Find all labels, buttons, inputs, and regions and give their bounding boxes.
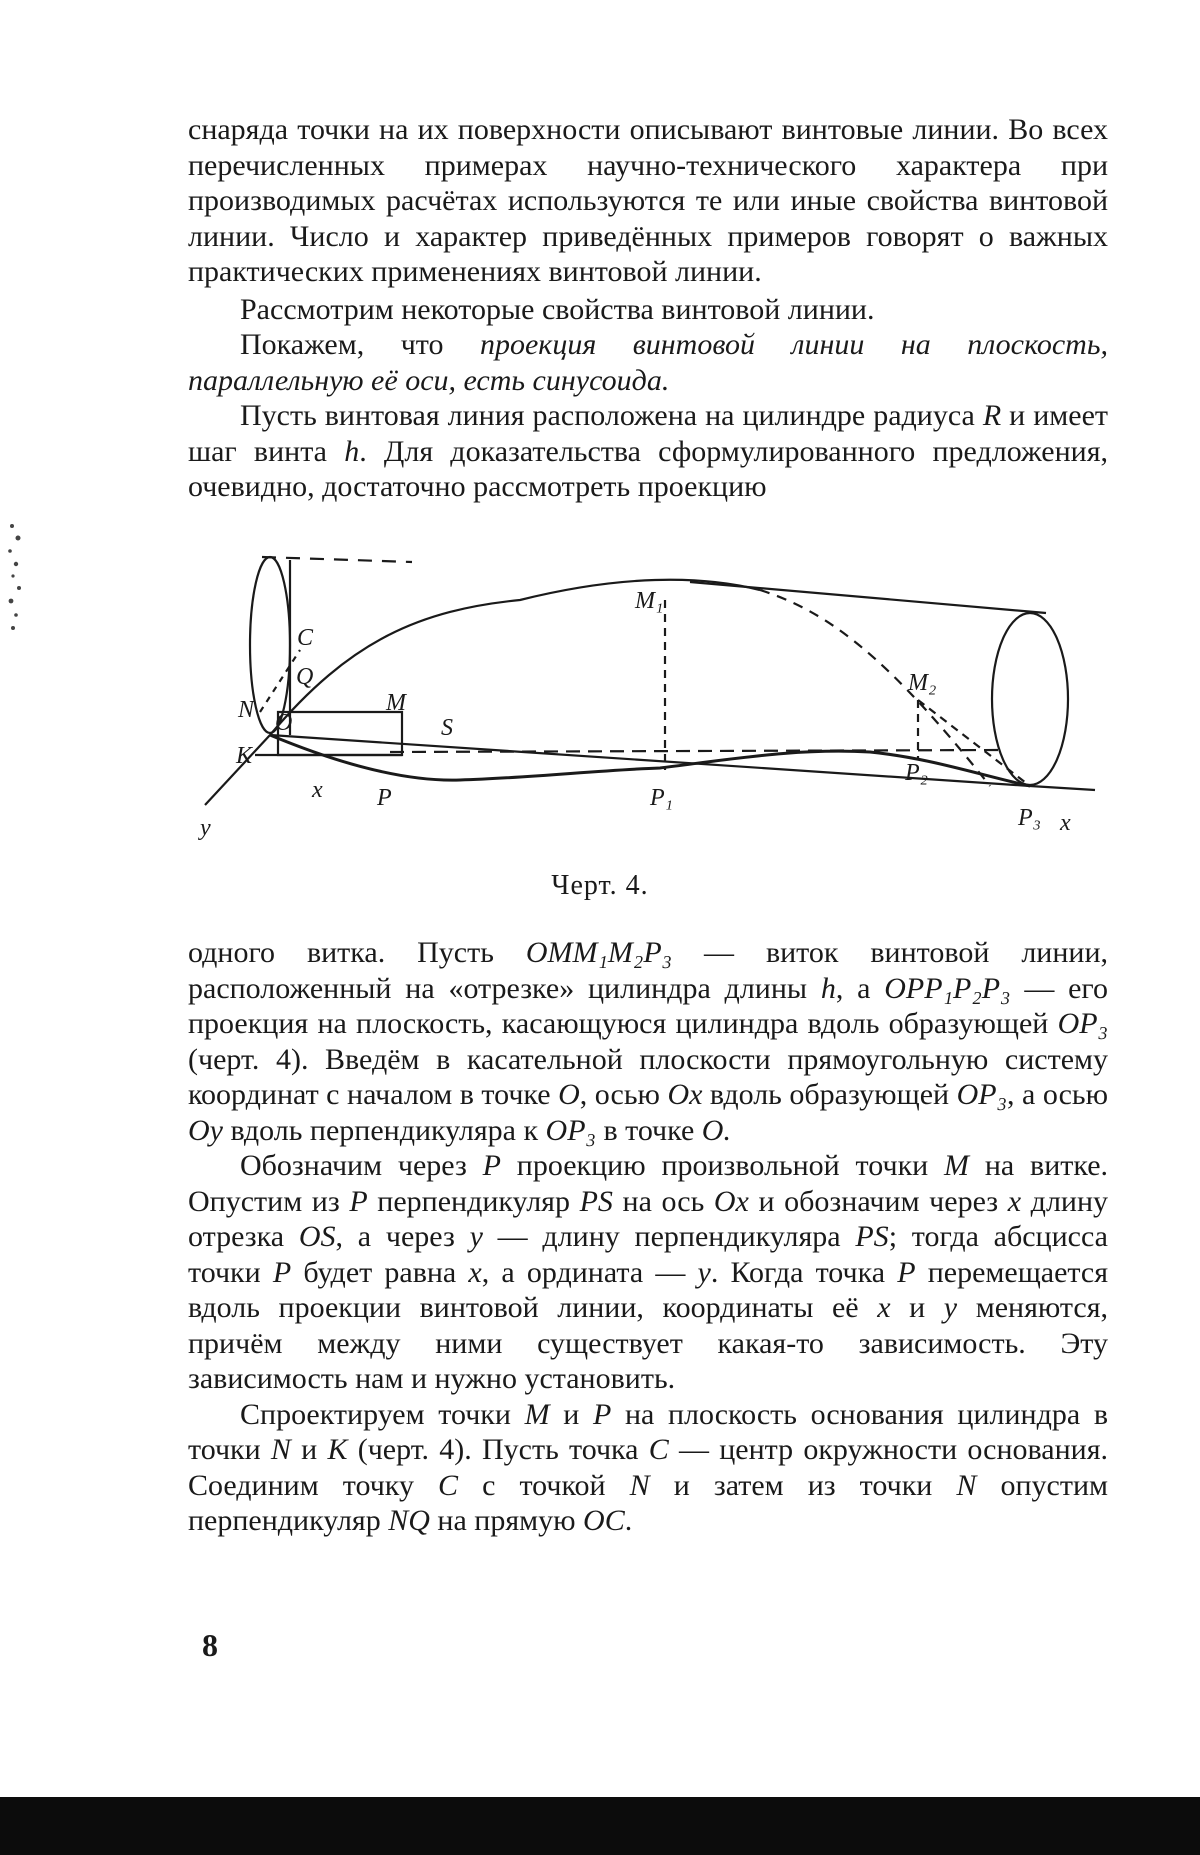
fig-label-p1: P₁ [650,785,674,811]
fig-label-q: Q [296,664,314,690]
top-dashed-generator [262,557,412,562]
text-bottom [188,935,1108,1539]
paragraph-top: снаряда точки на их поверхности описывают винтовые линии. Во всех перечисленных примерах научно-технического характера при производимых расчётах используются те или иные свойства винтовой линии. Число и характер приведённых примеров говорят о важных практических применениях винтовой линии. [188,113,1108,288]
scan-bottom-edge [0,1797,1200,1855]
fig-label-p2: P₂ [905,760,929,786]
fig-label-k: K [236,743,253,769]
fig-label-x-right: x [1060,810,1071,836]
paragraph-consider: Рассмотрим некоторые свойства винтовой линии. [240,292,875,326]
figure-caption: Черт. 4. [551,870,649,901]
fig-label-c: C [297,625,314,651]
paragraph-show: Покажем, что проекция винтовой линии на плоскость, параллельную её оси, есть синусоида. [188,328,1108,397]
paragraph-project: Спроектируем точки M и P на плоскость основания цилиндра в точки N и K (черт. 4). Пусть точка C — центр окружности основания. Соединим точку C с точкой N и затем из точки N опустим перпендикуляр NQ на прямую OC. [188,1397,1109,1537]
helix-back [760,590,990,786]
generator-dashed [390,750,1000,752]
fig-label-p: P [377,785,392,811]
axis-x-extension [1030,786,1095,790]
projection-rectangle [278,712,402,755]
fig-label-o: O [275,710,293,736]
fig-label-n: N [238,697,255,723]
paragraph-let: Пусть винтовая линия расположена на цилиндре радиуса R и имеет шаг винта h. Для доказательства сформулированного предложения, очевидно, достаточно рассмотреть проекцию [188,399,1108,503]
left-base-ellipse [250,557,290,733]
fig-label-s: S [441,715,453,741]
n-c-line [260,650,300,712]
figure-labels [198,588,1071,841]
fig-label-m2: M₂ [908,670,937,696]
page-number: 8 [202,1627,218,1663]
fig-label-m: M [386,690,406,716]
fig-label-m1: M₁ [635,588,664,614]
paragraph-denote: Обозначим через P проекцию произвольной точки M на витке. Опустим из P перпендикуляр PS на ось Ox и обозначим через x длину отрезка OS, а через y — длину перпендикуляра PS; тогда абсцисса точки P будет равна x, а ордината — y. Когда точка P перемещается вдоль проекции винтовой линии, координаты её x и y меняются, причём между ними существует какая-то зависимость. Эту зависимость нам и нужно установить. [188,1149,1109,1395]
fig-label-x-left: x [312,777,323,803]
right-base-ellipse [992,613,1068,785]
fig-label-p3: P₃ [1018,805,1042,831]
paragraph-one-turn: одного витка. Пусть OMM₁M₂P₃ — виток винтовой линии, расположенный на «отрезке» цилиндра длины h, а OPP₁P₂P₃ — его проекция на плоскость, касающуюся цилиндра вдоль образующей OP₃ (черт. 4). Введём в касательной плоскости прямоугольную систему координат с началом в точке O, осью Ox вдоль образующей OP₃, а осью Oy вдоль перпендикуляра к OP₃ в точке O. [188,936,1109,1147]
fig-label-y: y [200,815,211,841]
scan-smudge [4,516,26,636]
